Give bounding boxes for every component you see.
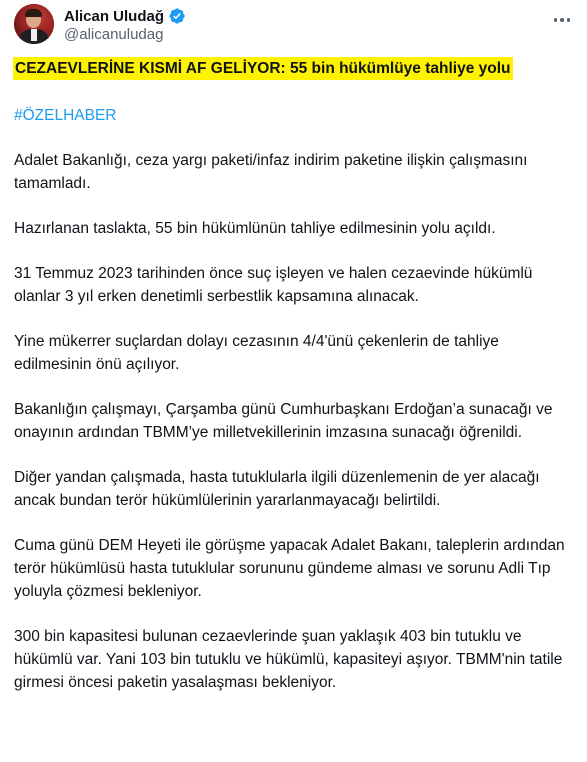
post-paragraph: Cuma günü DEM Heyeti ile görüşme yapacak Adalet Bakanı, taleplerin ardından terör hükümlüsü hasta tutuklular sorununu gündeme alması ve sorunu Adli Tıp yoluyla çözmesi bekleniyor. bbox=[14, 537, 565, 600]
post-paragraph: Bakanlığın çalışmayı, Çarşamba günü Cumhurbaşkanı Erdoğan’a sunacağı ve onayının ardından TBMM’ye milletvekillerinin imzasına sunacağı öğrenildi. bbox=[14, 401, 553, 441]
post-header bbox=[14, 4, 574, 46]
post-paragraph: Hazırlanan taslakta, 55 bin hükümlünün tahliye edilmesinin yolu açıldı. bbox=[14, 220, 496, 237]
more-options-icon[interactable] bbox=[550, 10, 574, 30]
post-paragraph: Yine mükerrer suçlardan dolayı cezasının 4/4'ünü çekenlerin de tahliye edilmesinin önü açılıyor. bbox=[14, 333, 499, 373]
author-handle[interactable]: @alicanuludag bbox=[64, 26, 164, 43]
hashtag-link[interactable]: #ÖZELHABER bbox=[14, 107, 117, 124]
post-paragraph: 300 bin kapasitesi bulunan cezaevlerinde şuan yaklaşık 403 bin tutuklu ve hükümlü var. Yani 103 bin tutuklu ve hükümlü, kapasiteyi aşıyor. TBMM'nin tatile girmesi öncesi paketin yasalaşması bekleniyor. bbox=[14, 628, 563, 691]
post-headline: CEZAEVLERİNE KISMİ AF GELİYOR: 55 bin hükümlüye tahliye yolu bbox=[13, 57, 513, 80]
post-paragraph: Diğer yandan çalışmada, hasta tutuklularla ilgili düzenlemenin de yer alacağı ancak bundan terör hükümlülerinin yararlanmayacağı belirtildi. bbox=[14, 469, 540, 509]
author-name-row bbox=[64, 6, 186, 26]
post-body bbox=[14, 57, 580, 694]
avatar[interactable] bbox=[14, 4, 54, 44]
verified-badge-icon bbox=[168, 7, 186, 25]
author-name[interactable]: Alican Uludağ bbox=[64, 7, 165, 25]
post-paragraph: Adalet Bakanlığı, ceza yargı paketi/infaz indirim paketine ilişkin çalışmasını tamamladı. bbox=[14, 152, 528, 192]
post-paragraph: 31 Temmuz 2023 tarihinden önce suç işleyen ve halen cezaevinde hükümlü olanlar 3 yıl erken denetimli serbestlik kapsamına alınacak. bbox=[14, 265, 533, 305]
